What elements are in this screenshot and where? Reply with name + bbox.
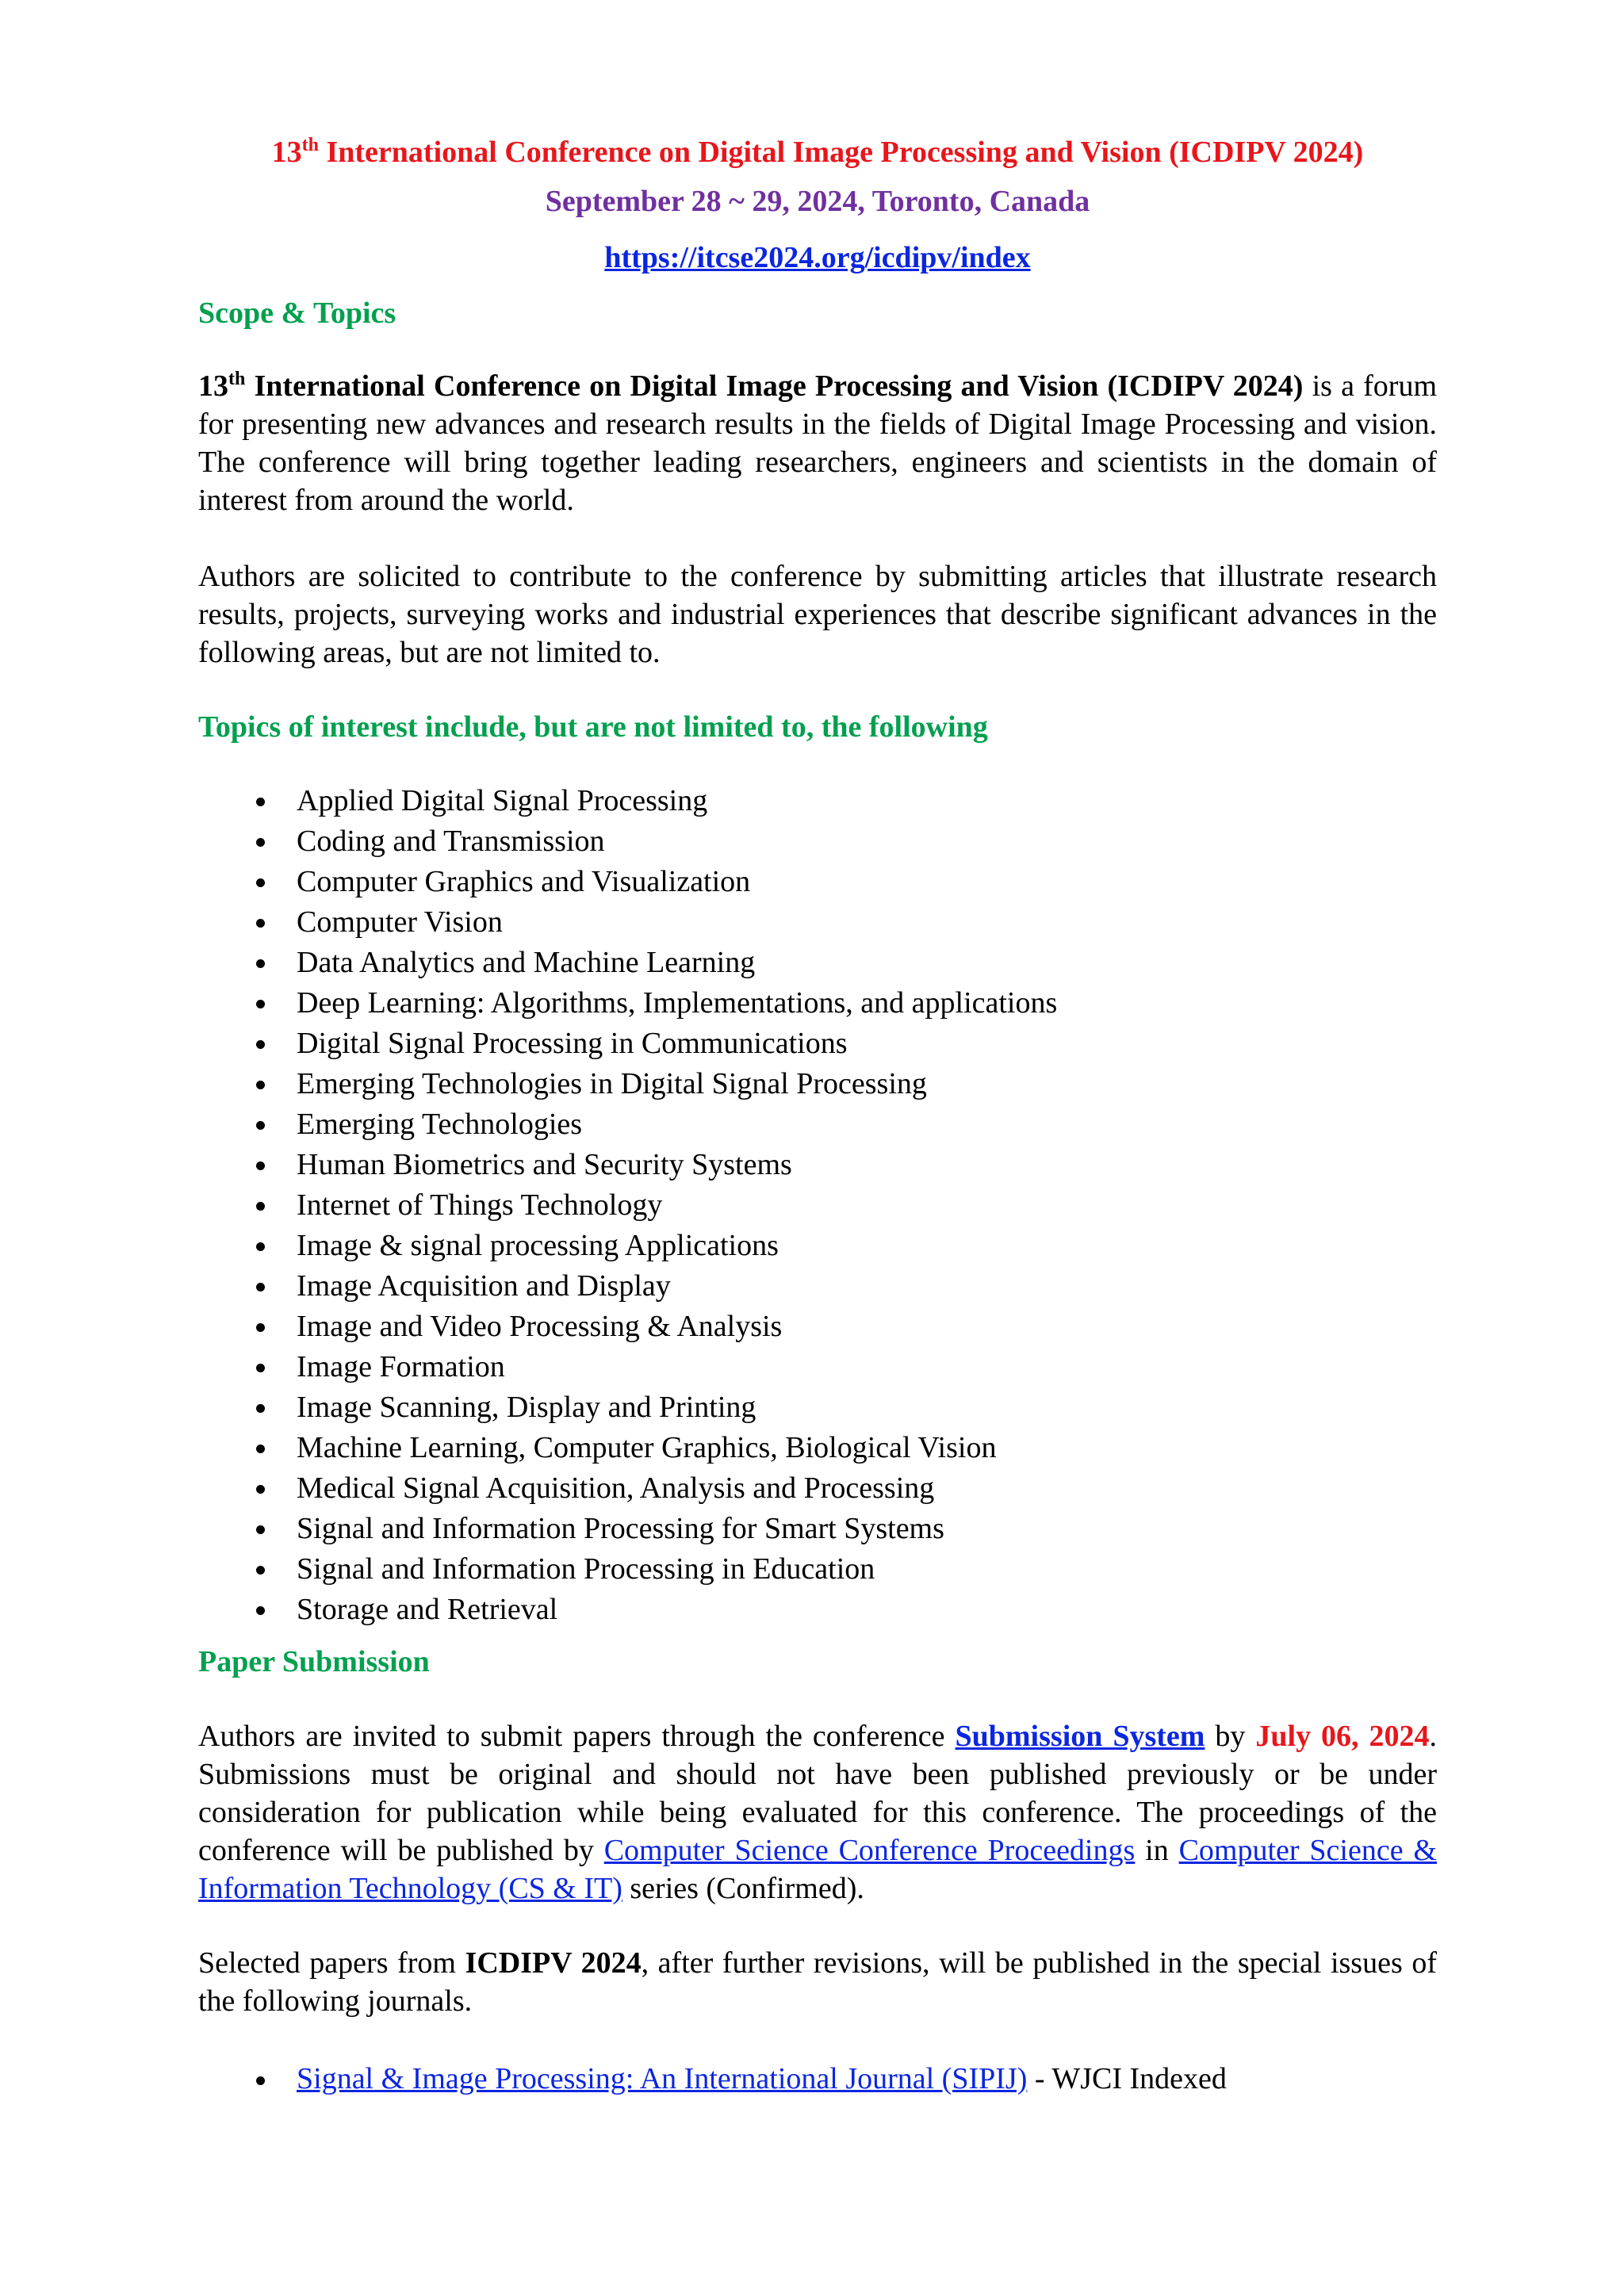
topic-label: Image Formation [297, 1350, 505, 1383]
scope-paragraph-1-text: is a forum for presenting new advances and research results in the fields of Digital Image Processing and vision. The conference will bring together leading researchers, engineers and scientists in the domain of interest from around the world. [198, 369, 1437, 517]
submission-text-4: in [1135, 1834, 1179, 1867]
topic-item [198, 983, 1437, 1024]
bullet-icon [256, 1000, 265, 1008]
bullet-icon [256, 1606, 265, 1615]
conference-url-link[interactable]: https://itcse2024.org/icdipv/index [604, 241, 1031, 274]
bullet-icon [256, 1121, 265, 1130]
topic-label: Computer Vision [297, 905, 503, 939]
topic-item [198, 862, 1437, 902]
title-number: 13 [271, 136, 302, 169]
bullet-icon [256, 959, 265, 968]
journal-index-note: - WJCI Indexed [1027, 2062, 1227, 2095]
topic-item [198, 1104, 1437, 1145]
topic-label: Signal and Information Processing in Education [297, 1552, 875, 1586]
submission-text-2: by [1205, 1720, 1256, 1753]
selected-papers-paragraph [198, 1944, 1437, 2020]
conference-dates: September 28 ~ 29, 2024, Toronto, Canada [545, 185, 1090, 218]
submission-text-5: series (Confirmed). [622, 1872, 864, 1905]
bullet-icon [256, 1081, 265, 1089]
cscp-link[interactable]: Computer Science Conference Proceedings [603, 1834, 1136, 1867]
title-text: International Conference on Digital Image Processing and Vision (ICDIPV 2024) [318, 136, 1364, 169]
bullet-icon [256, 1161, 265, 1170]
submission-heading: Paper Submission [198, 1645, 430, 1678]
topic-item [198, 1549, 1437, 1590]
submission-text-3: . Submissions must be original and should not have been published previously or be under consideration for publication while being evaluated for this conference. The proceedings of the conference will be published by [198, 1720, 1438, 1867]
bullet-icon [256, 1323, 265, 1332]
bullet-icon [256, 919, 265, 928]
journal-item [198, 2060, 1437, 2098]
selected-text-2: , after further revisions, will be published in the special issues of the following journals. [198, 1946, 1437, 2018]
submission-paragraph [198, 1717, 1437, 1908]
topic-label: Coding and Transmission [297, 825, 605, 858]
bullet-icon [256, 1202, 265, 1211]
bullet-icon [256, 1485, 265, 1494]
selected-text-1: Selected papers from [198, 1946, 465, 1980]
topic-item [198, 1145, 1437, 1185]
topic-item [198, 1226, 1437, 1266]
bullet-icon [256, 1445, 265, 1453]
topic-label: Internet of Things Technology [297, 1188, 663, 1222]
topic-item [198, 1064, 1437, 1104]
topic-item [198, 1347, 1437, 1387]
scope-paragraph-1 [198, 367, 1437, 519]
bullet-icon [256, 1404, 265, 1413]
topic-label: Image & signal processing Applications [297, 1229, 779, 1262]
bullet-icon [256, 1242, 265, 1251]
title-ordinal: th [301, 135, 319, 155]
document-page [198, 133, 1437, 2098]
topic-label: Digital Signal Processing in Communications [297, 1027, 848, 1060]
journals-list [198, 2060, 1437, 2098]
topic-label: Machine Learning, Computer Graphics, Biological Vision [297, 1431, 997, 1464]
csit-link[interactable]: Computer Science & Information Technology (CS & IT) [198, 1834, 1437, 1905]
submission-deadline: July 06, 2024 [1255, 1720, 1430, 1753]
topic-label: Signal and Information Processing for Smart Systems [297, 1512, 944, 1545]
topic-item [198, 1428, 1437, 1468]
topic-item [198, 1185, 1437, 1226]
topic-label: Storage and Retrieval [297, 1593, 558, 1626]
topic-label: Emerging Technologies in Digital Signal Processing [297, 1067, 927, 1100]
bullet-icon [256, 838, 265, 847]
bullet-icon [256, 798, 265, 806]
topic-label: Medical Signal Acquisition, Analysis and Processing [297, 1471, 935, 1505]
submission-system-link[interactable]: Submission System [955, 1720, 1205, 1753]
topic-item [198, 781, 1437, 821]
scope-ordinal: th [228, 369, 246, 389]
bullet-icon [256, 1283, 265, 1292]
bullet-icon [256, 2076, 265, 2085]
topic-label: Image and Video Processing & Analysis [297, 1310, 783, 1343]
bullet-icon [256, 1364, 265, 1372]
topic-item [198, 821, 1437, 862]
topic-item [198, 1024, 1437, 1064]
topic-item [198, 1590, 1437, 1630]
topics-heading: Topics of interest include, but are not limited to, the following [198, 710, 988, 744]
scope-number: 13 [198, 369, 228, 403]
topic-item [198, 1266, 1437, 1307]
topic-label: Human Biometrics and Security Systems [297, 1148, 792, 1181]
topic-label: Image Acquisition and Display [297, 1269, 671, 1303]
topic-label: Applied Digital Signal Processing [297, 784, 708, 817]
topic-label: Image Scanning, Display and Printing [297, 1391, 756, 1424]
bullet-icon [256, 1566, 265, 1575]
scope-heading: Scope & Topics [198, 297, 396, 330]
topic-label: Data Analytics and Machine Learning [297, 946, 756, 979]
submission-text-1: Authors are invited to submit papers through the conference [198, 1720, 956, 1753]
bullet-icon [256, 878, 265, 887]
bullet-icon [256, 1040, 265, 1049]
topic-label: Deep Learning: Algorithms, Implementations, and applications [297, 986, 1058, 1020]
topics-list [198, 781, 1437, 1630]
topic-label: Computer Graphics and Visualization [297, 865, 751, 898]
topic-item [198, 943, 1437, 983]
scope-conference-name: International Conference on Digital Image Processing and Vision (ICDIPV 2024) [245, 369, 1304, 403]
bullet-icon [256, 1525, 265, 1534]
topic-item [198, 1307, 1437, 1347]
topic-item [198, 1509, 1437, 1549]
topic-label: Emerging Technologies [297, 1108, 583, 1141]
topic-item [198, 1387, 1437, 1428]
topic-item [198, 902, 1437, 943]
scope-paragraph-2: Authors are solicited to contribute to the conference by submitting articles that illustrate research results, projects, surveying works and industrial experiences that describe significant advances in the following areas, but are not limited to. [198, 560, 1437, 669]
selected-conference-name: ICDIPV 2024 [465, 1946, 642, 1980]
topic-item [198, 1468, 1437, 1509]
conference-url-line [198, 239, 1437, 294]
conference-title [198, 133, 1437, 182]
journal-link[interactable]: Signal & Image Processing: An International Journal (SIPIJ) [297, 2062, 1028, 2095]
